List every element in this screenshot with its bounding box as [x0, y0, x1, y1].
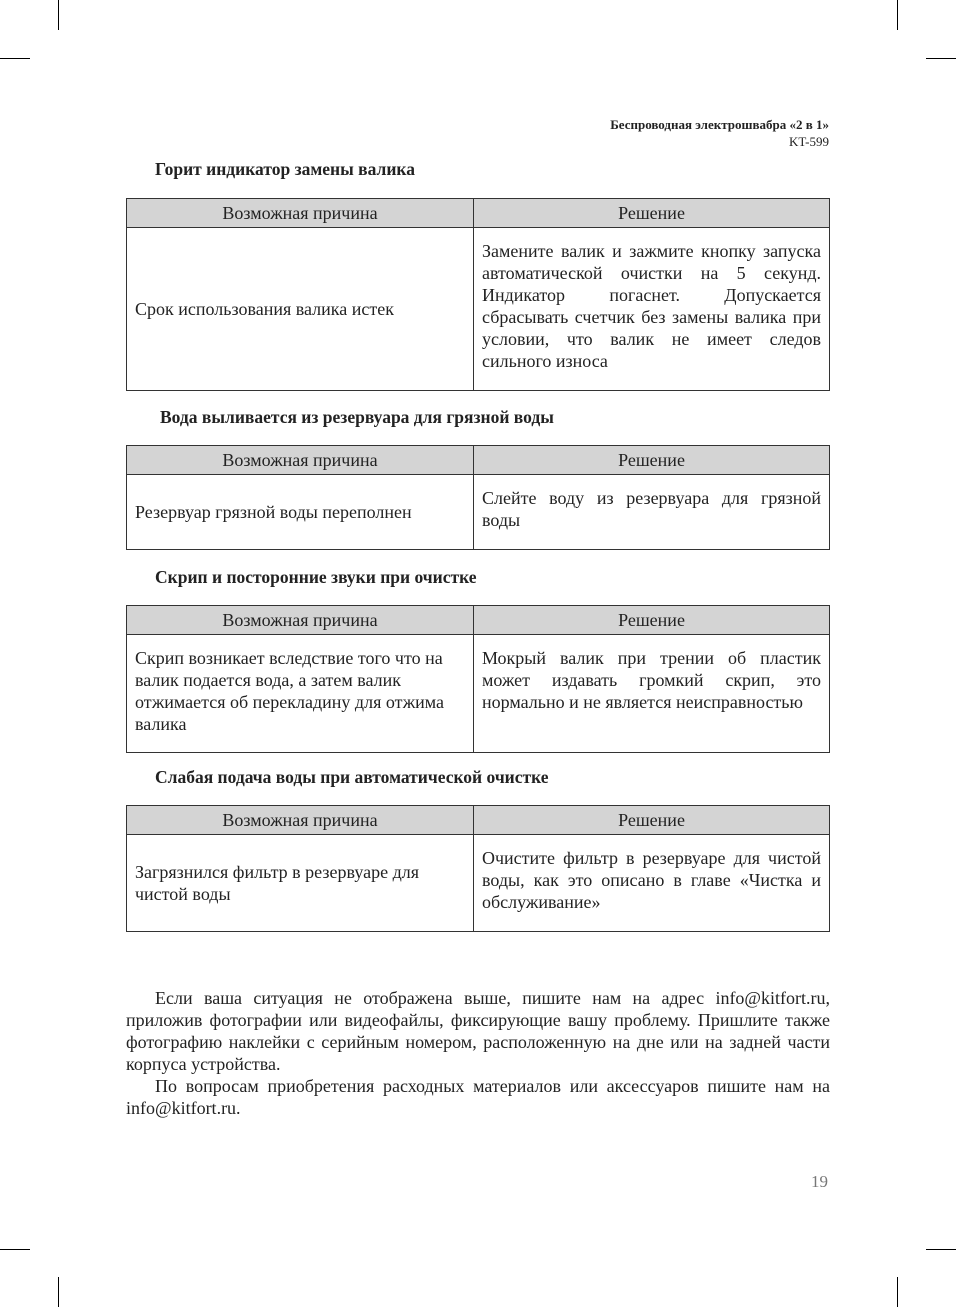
column-header-solution: Решение: [474, 606, 830, 635]
solution-cell: Очистите фильтр в резервуаре для чистой воды, как это описано в главе «Чистка и обслуживание»: [474, 835, 830, 932]
paragraph: По вопросам приобретения расходных материалов или аксессуаров пишите нам на info@kitfort.ru.: [126, 1076, 830, 1118]
section-title: Вода выливается из резервуара для грязной воды: [160, 407, 554, 427]
crop-mark: [926, 1249, 956, 1250]
solution-cell: Мокрый валик при трении об пластик может издавать громкий скрип, это нормально и не является неисправностью: [474, 635, 830, 753]
crop-mark: [58, 0, 59, 30]
cause-cell: Резервуар грязной воды переполнен: [127, 475, 474, 550]
column-header-cause: Возможная причина: [127, 606, 474, 635]
cause-cell: Загрязнился фильтр в резервуаре для чистой воды: [127, 835, 474, 932]
crop-mark: [58, 1277, 59, 1307]
troubleshooting-table: [126, 605, 830, 753]
paragraph: Если ваша ситуация не отображена выше, пишите нам на адрес info@kitfort.ru, приложив фотографии или видеофайлы, фиксирующие вашу проблему. Пришлите также фотографию наклейки с серийным номером, расположенную на дне или на задней части корпуса устройства.: [126, 988, 830, 1074]
troubleshooting-table: [126, 445, 830, 550]
troubleshooting-table: [126, 805, 830, 932]
column-header-cause: Возможная причина: [127, 806, 474, 835]
crop-mark: [0, 1249, 30, 1250]
column-header-cause: Возможная причина: [127, 199, 474, 228]
solution-cell: Слейте воду из резервуара для грязной воды: [474, 475, 830, 550]
crop-mark: [0, 58, 30, 59]
product-model: KT-599: [789, 134, 829, 149]
product-title: Беспроводная электрошвабра «2 в 1»: [610, 117, 829, 132]
solution-cell: Замените валик и зажмите кнопку запуска автоматической очистки на 5 секунд. Индикатор погаснет. Допускается сбрасывать счетчик без замены валика при условии, что валик не имеет следов сильного износа: [474, 228, 830, 391]
section-title: Слабая подача воды при автоматической очистке: [155, 767, 549, 787]
section-title: Горит индикатор замены валика: [155, 159, 415, 179]
column-header-solution: Решение: [474, 199, 830, 228]
crop-mark: [897, 0, 898, 30]
crop-mark: [897, 1277, 898, 1307]
section-title: Скрип и посторонние звуки при очистке: [155, 567, 477, 587]
cause-cell: Скрип возникает вследствие того что на валик подается вода, а затем валик отжимается об перекладину для отжима валика: [127, 635, 474, 753]
column-header-solution: Решение: [474, 446, 830, 475]
cause-cell: Срок использования валика истек: [127, 228, 474, 391]
contact-paragraphs: [126, 987, 830, 1119]
column-header-solution: Решение: [474, 806, 830, 835]
troubleshooting-table: [126, 198, 830, 391]
page-number: 19: [811, 1172, 828, 1191]
crop-mark: [926, 58, 956, 59]
running-header: [610, 116, 829, 150]
column-header-cause: Возможная причина: [127, 446, 474, 475]
